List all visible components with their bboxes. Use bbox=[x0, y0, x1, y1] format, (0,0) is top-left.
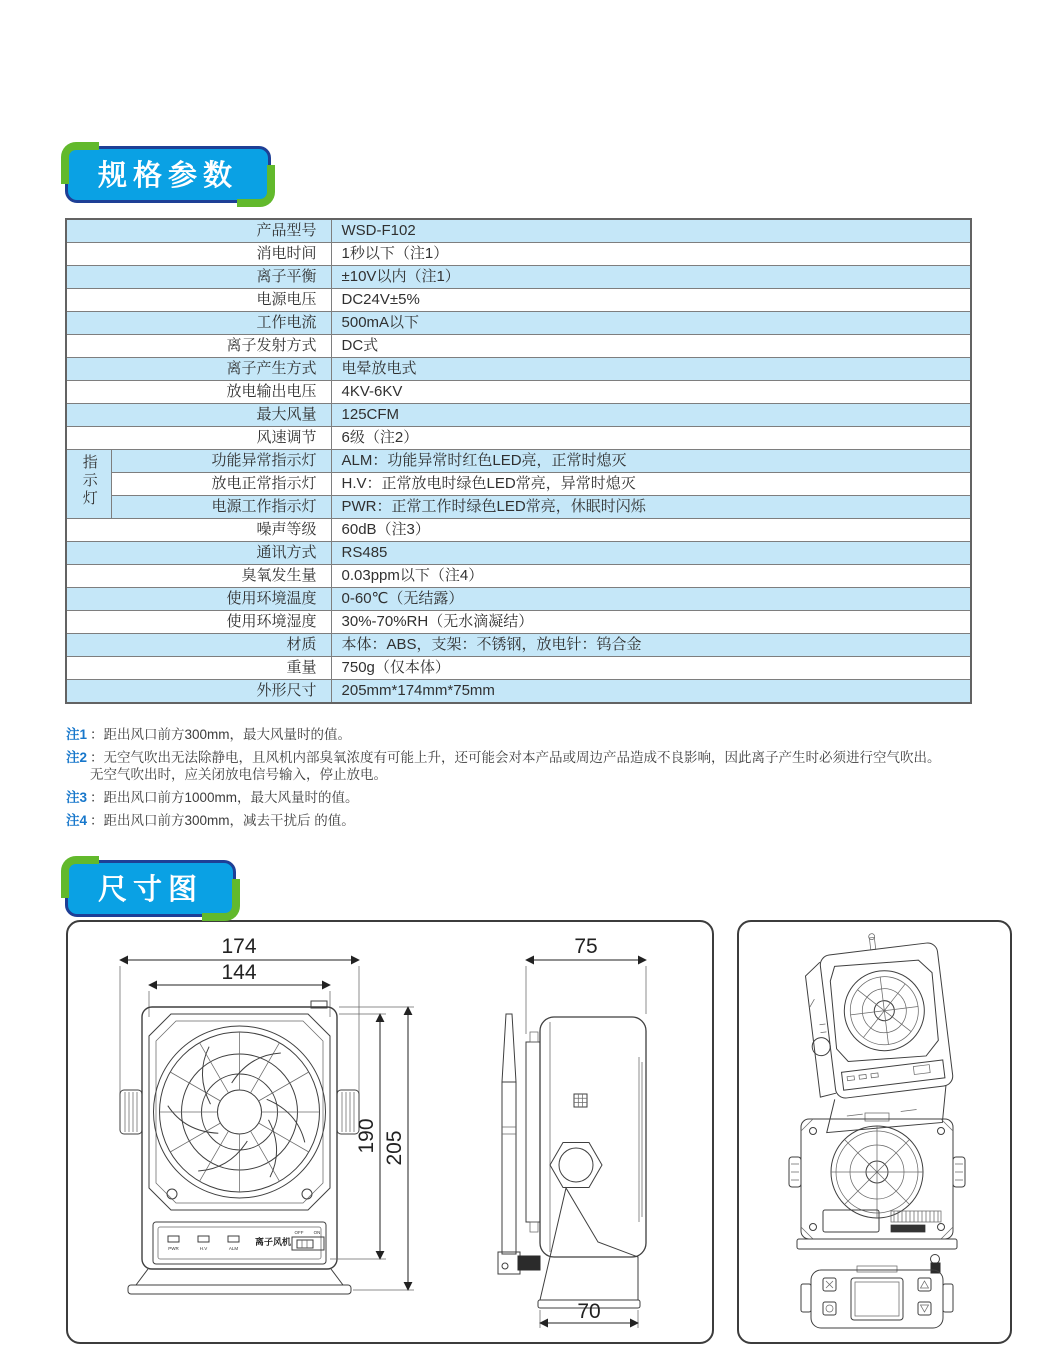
spec-value: 0.03ppm以下（注4） bbox=[331, 565, 971, 588]
spec-label: 臭氧发生量 bbox=[66, 565, 331, 588]
table-row bbox=[66, 427, 971, 450]
product-name-label: 离子风机 bbox=[254, 1237, 292, 1247]
dimension-base-width bbox=[540, 1300, 638, 1328]
section-header-dimensions bbox=[65, 860, 236, 917]
table-row bbox=[66, 542, 971, 565]
top-view bbox=[801, 1255, 953, 1329]
footnote-text: ：距出风口前方1000mm，最大风量时的值。 bbox=[90, 790, 359, 805]
spec-label: 产品型号 bbox=[66, 219, 331, 243]
spec-label: 电源工作指示灯 bbox=[111, 496, 331, 519]
switch-off-label: OFF bbox=[294, 1230, 304, 1235]
spec-value: 30%-70%RH（无水滴凝结） bbox=[331, 611, 971, 634]
footnote-4 bbox=[66, 812, 1036, 829]
spec-value: 电晕放电式 bbox=[331, 358, 971, 381]
badge-green-accent-icon bbox=[202, 879, 240, 921]
section-header-spec bbox=[65, 146, 271, 203]
rear-right-knob bbox=[953, 1157, 965, 1187]
spec-label: 使用环境湿度 bbox=[66, 611, 331, 634]
spec-value: RS485 bbox=[331, 542, 971, 565]
spec-value: 60dB（注3） bbox=[331, 519, 971, 542]
switch-on-label: ON bbox=[313, 1230, 321, 1235]
footnote-1 bbox=[66, 726, 1036, 743]
svg-text:144: 144 bbox=[221, 961, 257, 984]
perspective-view bbox=[799, 926, 958, 1137]
svg-text:205: 205 bbox=[383, 1130, 406, 1166]
dimension-width-inner bbox=[149, 961, 330, 1017]
table-row bbox=[66, 634, 971, 657]
table-row bbox=[66, 680, 971, 704]
spec-label: 外形尺寸 bbox=[66, 680, 331, 704]
spec-value: DC式 bbox=[331, 335, 971, 358]
led-hv-icon bbox=[198, 1236, 209, 1242]
display-window bbox=[851, 1278, 903, 1320]
spec-value: H.V：正常放电时绿色LED常亮，异常时熄灭 bbox=[331, 473, 971, 496]
footnote-3 bbox=[66, 789, 1036, 806]
spec-value: PWR：正常工作时绿色LED常亮，休眠时闪烁 bbox=[331, 496, 971, 519]
spec-value: ±10V以内（注1） bbox=[331, 266, 971, 289]
front-stand bbox=[128, 1269, 351, 1294]
table-row bbox=[66, 243, 971, 266]
indicator-group-cell bbox=[66, 450, 111, 519]
antenna-connector bbox=[518, 1256, 540, 1270]
screw-icon bbox=[810, 1128, 817, 1135]
table-row bbox=[66, 404, 971, 427]
spec-label: 放电输出电压 bbox=[66, 381, 331, 404]
spec-label: 电源电压 bbox=[66, 289, 331, 312]
badge-green-accent-icon bbox=[61, 856, 99, 898]
section-title: 尺寸图 bbox=[98, 874, 204, 906]
screw-icon bbox=[938, 1128, 945, 1135]
footnote-label: 注2 bbox=[66, 750, 88, 765]
footnote-text: ：无空气吹出无法除静电，且风机内部臭氧浓度有可能上升，还可能会对本产品或周边产品造成不良影响，因此离子产生时必须进行空气吹出。 bbox=[90, 750, 941, 765]
spec-value: 500mA以下 bbox=[331, 312, 971, 335]
screw-icon bbox=[938, 1224, 945, 1231]
footnote-label: 注3 bbox=[66, 790, 88, 805]
product-views-box bbox=[737, 920, 1012, 1344]
table-row bbox=[66, 611, 971, 634]
indicator-group-label: 指示灯 bbox=[80, 453, 98, 508]
spec-label: 通讯方式 bbox=[66, 542, 331, 565]
footnote-text: ：距出风口前方300mm，减去干扰后 的值。 bbox=[90, 813, 355, 828]
top-buttons bbox=[823, 1278, 931, 1315]
dimension-depth bbox=[526, 935, 646, 1034]
table-row bbox=[66, 312, 971, 335]
rear-left-knob bbox=[789, 1157, 801, 1187]
spec-label: 离子产生方式 bbox=[66, 358, 331, 381]
table-row bbox=[66, 219, 971, 243]
svg-text:174: 174 bbox=[221, 935, 257, 958]
table-row bbox=[66, 450, 971, 473]
spec-label: 放电正常指示灯 bbox=[111, 473, 331, 496]
table-row bbox=[66, 565, 971, 588]
spec-label: 功能异常指示灯 bbox=[111, 450, 331, 473]
spec-label: 使用环境温度 bbox=[66, 588, 331, 611]
side-stand bbox=[538, 1188, 640, 1308]
table-row bbox=[66, 473, 971, 496]
antenna bbox=[498, 1014, 540, 1274]
table-row bbox=[66, 358, 971, 381]
dimension-height-inner bbox=[330, 1014, 386, 1259]
footnote-label: 注1 bbox=[66, 727, 88, 742]
spec-value: 6级（注2） bbox=[331, 427, 971, 450]
svg-text:190: 190 bbox=[355, 1118, 378, 1154]
table-row bbox=[66, 519, 971, 542]
spec-value: 4KV-6KV bbox=[331, 381, 971, 404]
spec-label: 工作电流 bbox=[66, 312, 331, 335]
led-label: PWR bbox=[168, 1246, 179, 1251]
led-label: H.V bbox=[199, 1246, 208, 1251]
spec-value: 本体：ABS，支架：不锈钢，放电针：钨合金 bbox=[331, 634, 971, 657]
connector-block bbox=[891, 1211, 941, 1232]
product-views-drawing bbox=[739, 922, 1006, 1338]
spec-label: 消电时间 bbox=[66, 243, 331, 266]
spec-label: 离子平衡 bbox=[66, 266, 331, 289]
footnote-2 bbox=[66, 749, 1036, 783]
spec-value: WSD-F102 bbox=[331, 219, 971, 243]
footnote-text: ：距出风口前方300mm，最大风量时的值。 bbox=[90, 727, 352, 742]
led-alm-icon bbox=[228, 1236, 239, 1242]
svg-text:70: 70 bbox=[577, 1300, 601, 1323]
front-view bbox=[120, 935, 414, 1294]
spec-value: DC24V±5% bbox=[331, 289, 971, 312]
spec-value: 750g（仅本体） bbox=[331, 657, 971, 680]
footnotes bbox=[66, 726, 1036, 835]
spec-label: 重量 bbox=[66, 657, 331, 680]
spec-value: 1秒以下（注1） bbox=[331, 243, 971, 266]
front-and-side-view-drawing bbox=[68, 922, 708, 1338]
table-row bbox=[66, 381, 971, 404]
badge-green-accent-icon bbox=[237, 165, 275, 207]
table-row bbox=[66, 657, 971, 680]
table-row bbox=[66, 266, 971, 289]
table-row bbox=[66, 335, 971, 358]
section-title: 规格参数 bbox=[98, 160, 239, 192]
screw-icon bbox=[810, 1224, 817, 1231]
rear-view bbox=[789, 1113, 965, 1249]
table-row bbox=[66, 289, 971, 312]
side-knob bbox=[550, 1143, 602, 1188]
screw-icon bbox=[167, 1189, 177, 1199]
spec-label: 风速调节 bbox=[66, 427, 331, 450]
table-row bbox=[66, 496, 971, 519]
badge-green-accent-icon bbox=[61, 142, 99, 184]
spec-value: ALM：功能异常时红色LED亮，正常时熄灭 bbox=[331, 450, 971, 473]
spec-label: 最大风量 bbox=[66, 404, 331, 427]
screw-icon bbox=[302, 1189, 312, 1199]
led-pwr-icon bbox=[168, 1236, 179, 1242]
spec-table bbox=[65, 218, 972, 704]
led-label: ALM bbox=[228, 1246, 239, 1251]
spec-value: 0-60℃（无结露） bbox=[331, 588, 971, 611]
spec-value: 205mm*174mm*75mm bbox=[331, 680, 971, 704]
spec-label: 离子发射方式 bbox=[66, 335, 331, 358]
dimension-drawing-box bbox=[66, 920, 714, 1344]
table-row bbox=[66, 588, 971, 611]
spec-label: 材质 bbox=[66, 634, 331, 657]
spec-label: 噪声等级 bbox=[66, 519, 331, 542]
svg-text:75: 75 bbox=[574, 935, 598, 958]
fan-grille bbox=[154, 1026, 326, 1198]
side-view bbox=[498, 935, 646, 1328]
control-panel bbox=[153, 1222, 326, 1264]
spec-value: 125CFM bbox=[331, 404, 971, 427]
footnote-text: 无空气吹出时，应关闭放电信号输入，停止放电。 bbox=[90, 767, 387, 782]
footnote-label: 注4 bbox=[66, 813, 88, 828]
left-knob bbox=[120, 1090, 142, 1134]
